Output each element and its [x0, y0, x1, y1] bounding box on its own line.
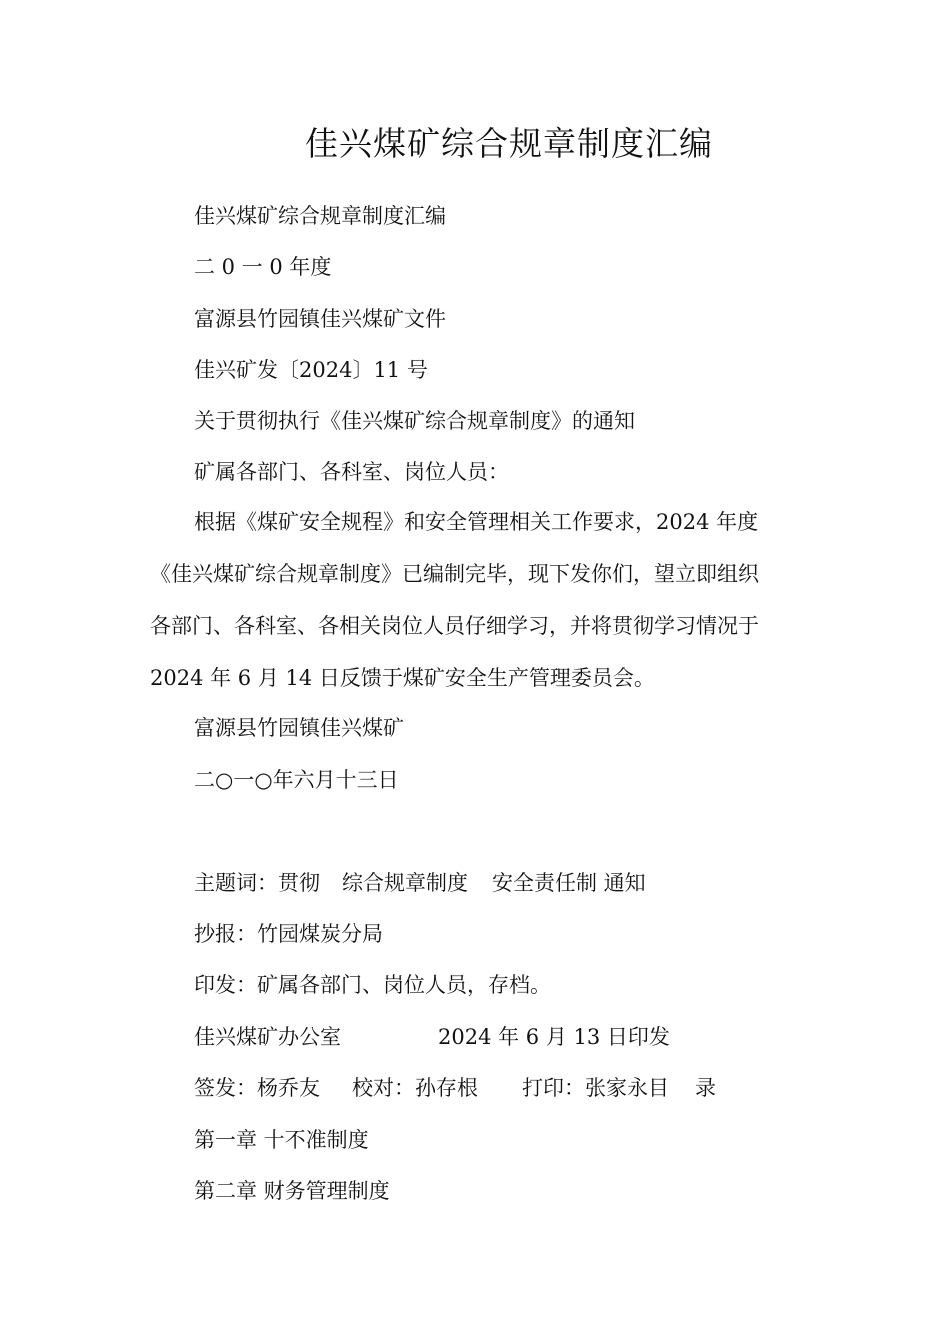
- signed-by: 签发：杨乔友: [194, 1076, 320, 1100]
- printed-by: 打印：张家永目: [522, 1076, 669, 1100]
- subject-keyword-3: 安全责任制 通知: [492, 871, 646, 895]
- toc-chapter-1: 第一章 十不准制度: [194, 1128, 369, 1152]
- subject-words: [194, 868, 646, 898]
- subject-label: 主题词：贯彻: [194, 871, 320, 895]
- notice-body: [150, 496, 800, 704]
- distribution-line: 印发：矿属各部门、岗位人员，存档。: [194, 973, 551, 997]
- signature-date: 二○一○年六月十三日: [194, 768, 399, 792]
- compilation-name: 佳兴煤矿综合规章制度汇编: [194, 204, 446, 228]
- notice-title: 关于贯彻执行《佳兴煤矿综合规章制度》的通知: [194, 409, 635, 433]
- issuing-org-header: 富源县竹园镇佳兴煤矿文件: [194, 307, 446, 331]
- body-line-2: 《佳兴煤矿综合规章制度》已编制完毕，现下发你们，望立即组织: [150, 562, 759, 586]
- compilation-year: 二 0 一 0 年度: [194, 255, 332, 279]
- proofread-by: 校对：孙存根: [352, 1076, 478, 1100]
- addressee: 矿属各部门、各科室、岗位人员：: [194, 460, 509, 484]
- lu-char: 录: [695, 1076, 716, 1100]
- cc-line: 抄报：竹园煤炭分局: [194, 922, 383, 946]
- body-line-1: 根据《煤矿安全规程》和安全管理相关工作要求，2024 年度: [194, 510, 759, 534]
- signature-org: 富源县竹园镇佳兴煤矿: [194, 716, 404, 740]
- toc-chapter-2: 第二章 财务管理制度: [194, 1179, 390, 1203]
- document-title: 佳兴煤矿综合规章制度汇编: [305, 124, 713, 163]
- print-date: 2024 年 6 月 13 日印发: [438, 1025, 670, 1049]
- body-line-3: 各部门、各科室、各相关岗位人员仔细学习，并将贯彻学习情况于: [150, 614, 759, 638]
- body-line-4: 2024 年 6 月 14 日反馈于煤矿安全生产管理委员会。: [150, 666, 655, 690]
- subject-keyword-2: 综合规章制度: [342, 871, 468, 895]
- document-number: 佳兴矿发〔2024〕11 号: [194, 358, 428, 382]
- sign-line: [194, 1073, 716, 1103]
- print-office: 佳兴煤矿办公室: [194, 1025, 341, 1049]
